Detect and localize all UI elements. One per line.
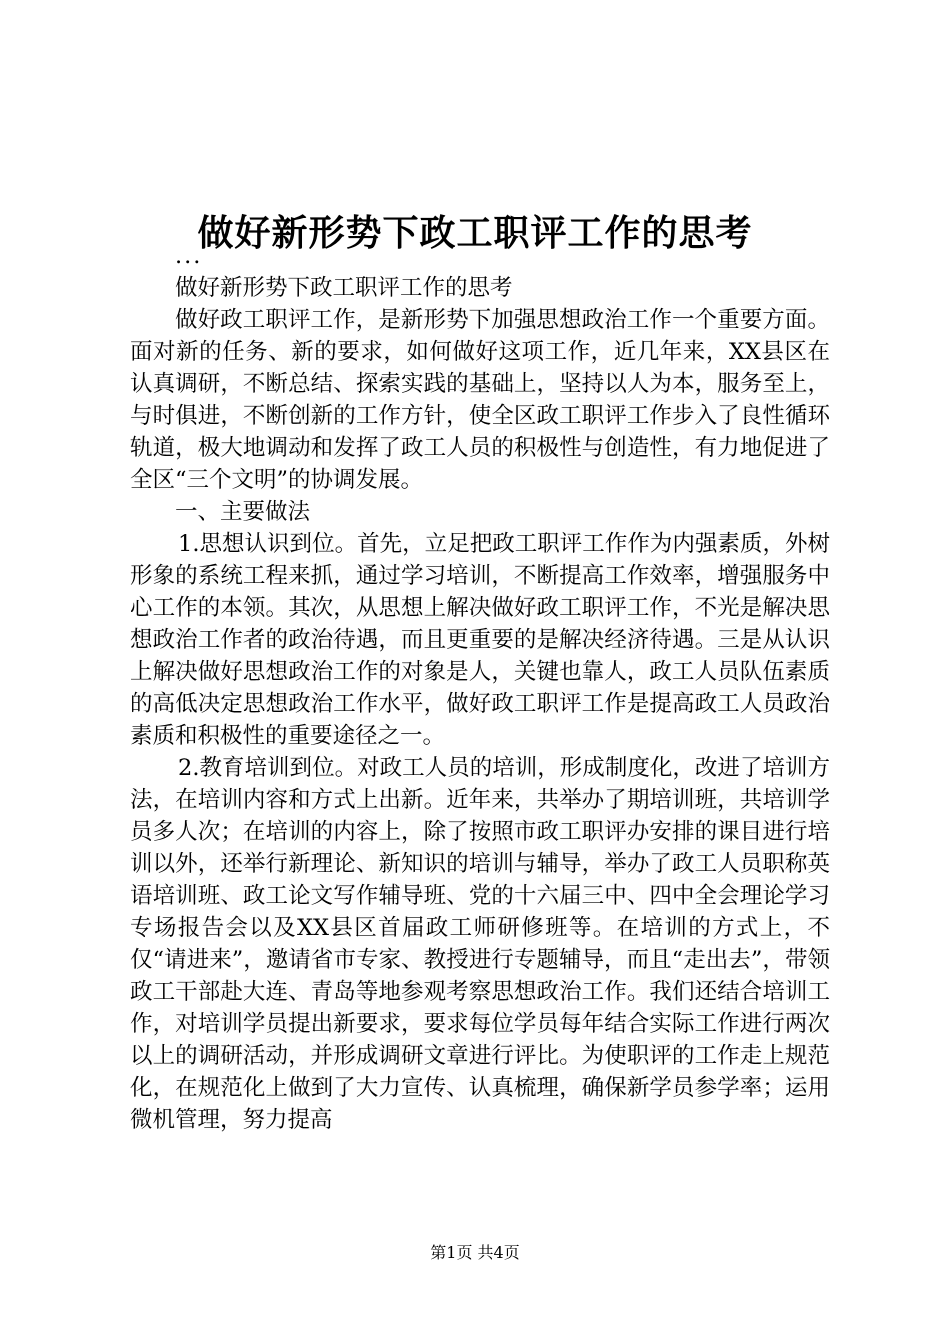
paragraph-point-1: 1.思想认识到位。首先，立足把政工职评工作作为内强素质，外树形象的系统工程来抓，通过学习培训，不断提高工作效率，增强服务中心工作的本领。其次，从思想上解决做好政工职评工作，不光是解决思想政治工作者的政治待遇，而且更重要的是解决经济待遇。三是从认识上解决做好思想政治工作的对象是人，关键也靠人，政工人员队伍素质的高低决定思想政治工作水平，做好政工职评工作是提高政工人员政治素质和积极性的重要途径之一。 bbox=[130, 531, 830, 749]
paragraph-point-2: 2.教育培训到位。对政工人员的培训，形成制度化，改进了培训方法，在培训内容和方式上出新。近年来，共举办了期培训班，共培训学员多人次；在培训的内容上，除了按照市政工职评办安排的课目进行培训以外，还举行新理论、新知识的培训与辅导，举办了政工人员职称英语培训班、政工论文写作辅导班、党的十六届三中、四中全会理论学习专场报告会以及XX县区首届政工师研修班等。在培训的方式上，不仅“请进来”，邀请省市专家、教授进行专题辅导，而且“走出去”，带领政工干部赴大连、青岛等地参观考察思想政治工作。我们还结合培训工作，对培训学员提出新要求，要求每位学员每年结合实际工作进行两次以上的调研活动，并形成调研文章进行评比。为使职评的工作走上规范化，在规范化上做到了大力宣传、认真梳理，确保新学员参学率；运用微机管理，努力提高 bbox=[130, 755, 830, 1133]
paragraph-intro: 做好政工职评工作，是新形势下加强思想政治工作一个重要方面。面对新的任务、新的要求，如何做好这项工作，近几年来，XX县区在认真调研，不断总结、探索实践的基础上，坚持以人为本，服务至上，与时俱进，不断创新的工作方针，使全区政工职评工作步入了良性循环轨道，极大地调动和发挥了政工人员的积极性与创造性，有力地促进了全区“三个文明”的协调发展。 bbox=[130, 307, 830, 493]
page-footer: 第1页 共4页 bbox=[430, 1243, 520, 1262]
ellipsis-text: ... bbox=[175, 243, 203, 269]
document-title: 做好新形势下政工职评工作的思考 bbox=[197, 212, 753, 255]
document-subtitle: 做好新形势下政工职评工作的思考 bbox=[175, 275, 513, 301]
section-heading: 一、主要做法 bbox=[175, 499, 311, 525]
document-body bbox=[130, 240, 830, 1136]
